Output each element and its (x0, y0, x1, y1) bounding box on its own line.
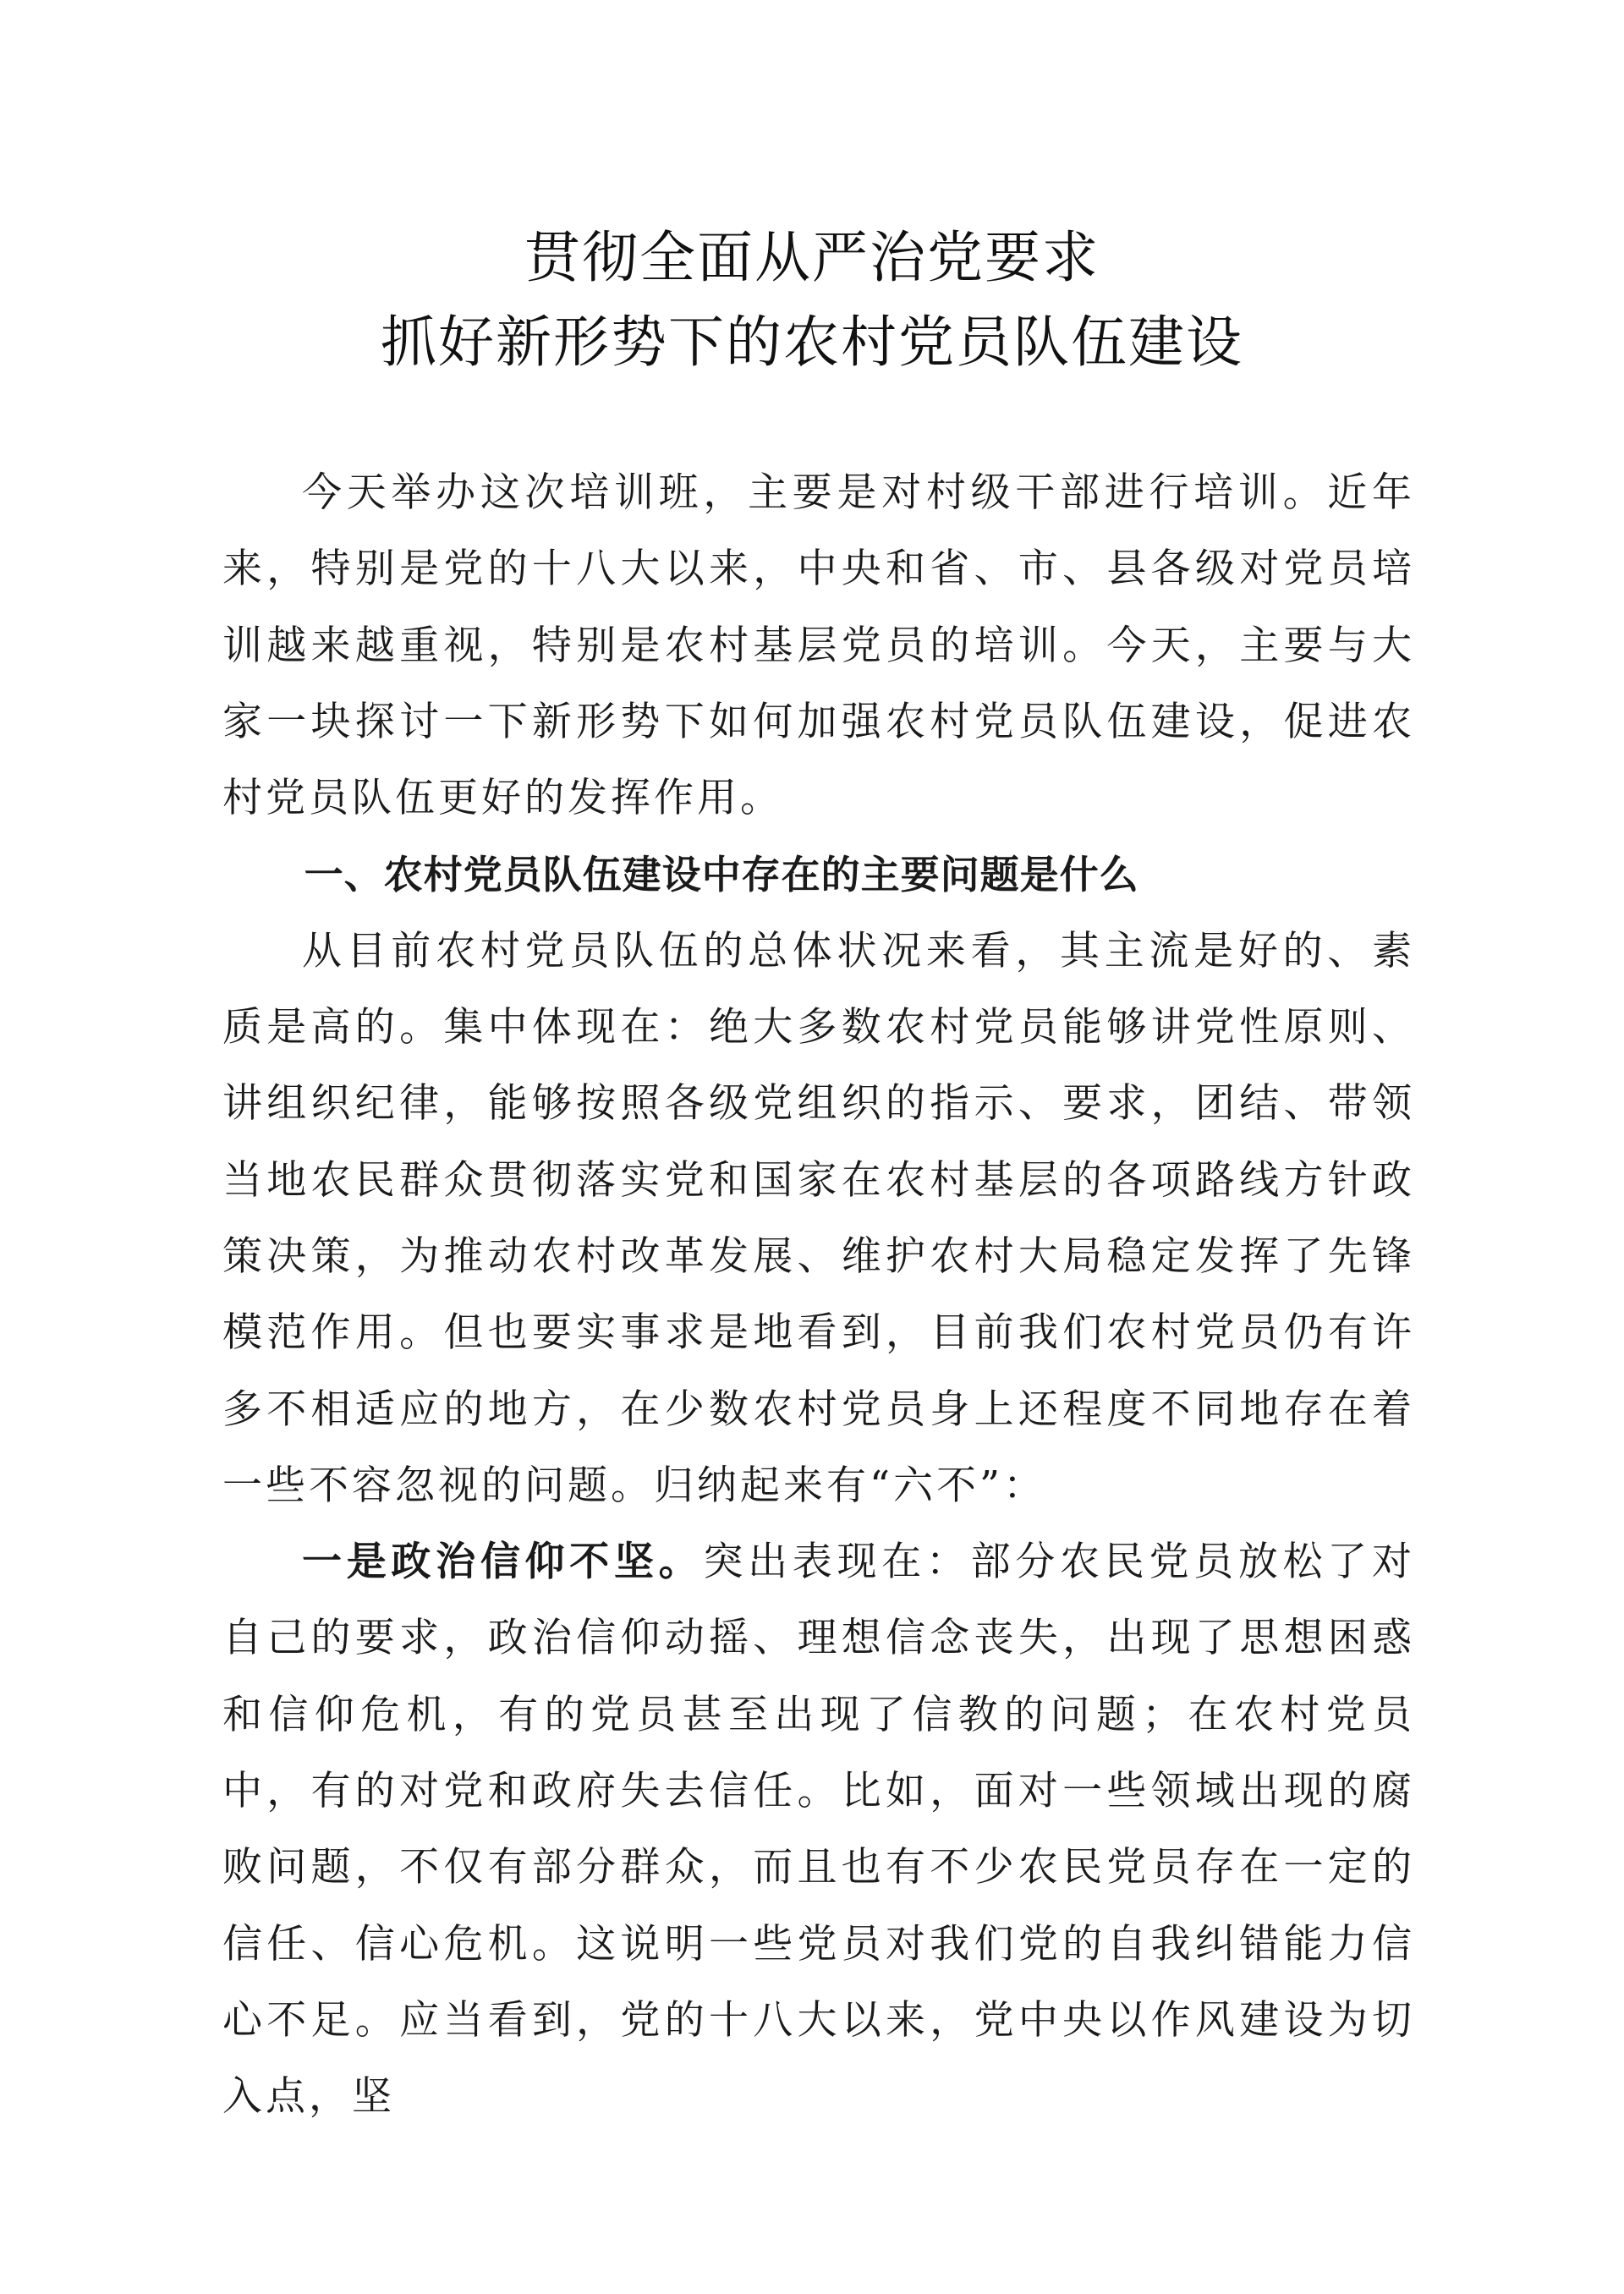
point-1-lead: 一是政治信仰不坚。 (302, 1539, 704, 1586)
section-1-paragraph: 从目前农村党员队伍的总体状况来看，其主流是好的、素质是高的。集中体现在：绝大多数农村党员能够讲党性原则、讲组织纪律，能够按照各级党组织的指示、要求，团结、带领当地农民群众贯彻落实党和国家在农村基层的各项路线方针政策决策，为推动农村改革发展、维护农村大局稳定发挥了先锋模范作用。但也要实事求是地看到，目前我们农村党员仍有许多不相适应的地方，在少数农村党员身上还程度不同地存在着一些不容忽视的问题。归纳起来有“六不”： (222, 927, 1415, 1509)
title-line-1: 贯彻全面从严治党要求 (524, 225, 1100, 290)
title-line-2: 抓好新形势下的农村党员队伍建设 (381, 310, 1243, 375)
point-1-text: 突出表现在：部分农民党员放松了对自己的要求，政治信仰动摇、理想信念丧失，出现了思想困惑和信仰危机，有的党员甚至出现了信教的问题；在农村党员中，有的对党和政府失去信任。比如，面对一些领域出现的腐败问题，不仅有部分群众，而且也有不少农民党员存在一定的信任、信心危机。这说明一些党员对我们党的自我纠错能力信心不足。应当看到，党的十八大以来，党中央以作风建设为切入点，坚 (222, 1539, 1415, 2121)
intro-paragraph: 今天举办这次培训班，主要是对村级干部进行培训。近年来，特别是党的十八大以来，中央和省、市、县各级对党员培训越来越重视，特别是农村基层党员的培训。今天，主要与大家一块探讨一下新形势下如何加强农村党员队伍建设，促进农村党员队伍更好的发挥作用。 (222, 469, 1415, 822)
point-1-paragraph (222, 1524, 1415, 2135)
document-title (0, 216, 1624, 385)
document-body (222, 455, 1415, 2136)
section-1-heading: 一、农村党员队伍建设中存在的主要问题是什么 (304, 852, 1139, 898)
